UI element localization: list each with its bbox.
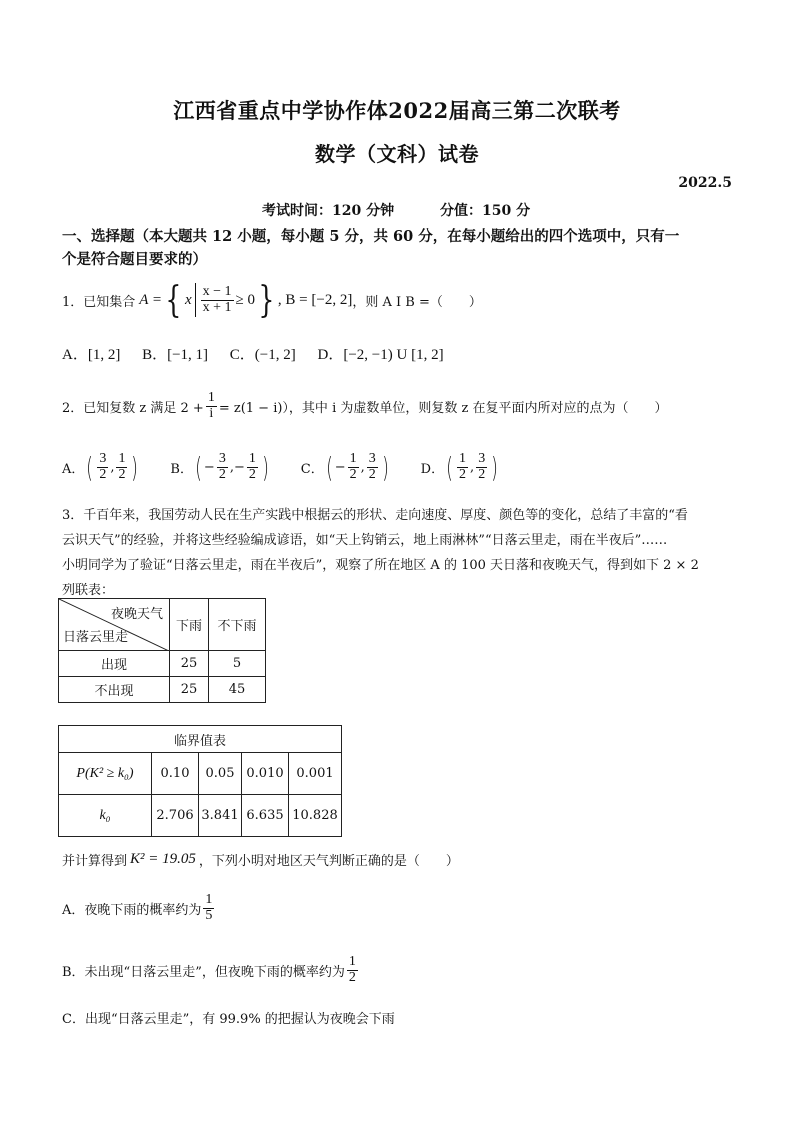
corner-bottom-label: 日落云里走 <box>63 630 129 645</box>
left-paren-icon: ( <box>325 450 333 484</box>
q2-b-x-den: 2 <box>218 466 226 482</box>
q2-c-x-num: 1 <box>349 450 357 466</box>
q2-b-minus1: − <box>203 459 215 475</box>
q3-line2: 云识天气”的经验，并将这些经验编成谚语，如“天上钩销云，地上雨淋林”“日落云里走，雨在半夜后”…… <box>62 533 668 548</box>
q3-option-b[interactable] <box>62 955 360 985</box>
q1-set-a: A = <box>139 291 163 308</box>
q3-calc-pre: 并计算得到 <box>62 854 128 869</box>
section-heading-line2: 个是符合题目要求的） <box>62 251 207 268</box>
cell-value: 25 <box>170 677 209 703</box>
q2-option-c[interactable]: C． ( − $\frac{1}{2}$ , $\frac{3}{2}$ ) <box>300 450 389 484</box>
q2-options <box>62 446 500 488</box>
q1-ask: ，则 A I B =（ ） <box>352 294 482 310</box>
q1-option-c[interactable]: C．(−1, 2] <box>229 347 296 363</box>
q3-option-b-text: B．未出现“日落云里走”，但夜晚下雨的概率约为 <box>62 964 345 980</box>
table-caption: 临界值表 <box>59 726 342 753</box>
exam-title: 江西省重点中学协作体2022届高三第二次联考 <box>173 98 621 123</box>
cell-value: 0.10 <box>152 753 199 795</box>
q1-option-b[interactable]: B．[−1, 1] <box>142 347 209 363</box>
exam-date: 2022.5 <box>678 175 732 191</box>
q3-option-c[interactable]: C．出现“日落云里走”，有 99.9% 的把握认为夜晚会下雨 <box>62 1012 395 1027</box>
table-row <box>59 795 342 837</box>
row-label-p: P(K² ≥ k₀) <box>59 753 152 795</box>
q2-option-a-label: A． <box>62 461 85 477</box>
right-paren-icon: ) <box>131 450 139 484</box>
table-row <box>59 651 266 677</box>
q3-b-den: 2 <box>348 969 356 985</box>
q2-b-x-num: 3 <box>218 450 226 466</box>
q3-a-num: 1 <box>205 892 213 907</box>
cell-value: 6.635 <box>242 795 289 837</box>
q3-b-num: 1 <box>348 954 356 969</box>
right-paren-icon: ) <box>262 450 269 484</box>
q2-option-d[interactable]: D． ( $\frac{1}{2}$ , $\frac{3}{2}$ ) <box>420 450 498 484</box>
q2-c-y-num: 3 <box>368 450 376 466</box>
q3-calc-expr: K² = 19.05 <box>130 851 196 867</box>
q1-frac-den: x + 1 <box>202 299 232 315</box>
q2-c-minus: − <box>334 459 346 475</box>
q3-line3: 小明同学为了验证“日落云里走，雨在半夜后”，观察了所在地区 A 的 100 天日落和夜晚天气，得到如下 2 × 2 <box>62 558 699 573</box>
header-no-rain: 不下雨 <box>209 599 266 651</box>
q3-calc-line <box>62 850 459 869</box>
q2-post: = z(1 − i)），其中 i 为虚数单位，则复数 z 在复平面内所对应的点为（ ） <box>218 400 668 416</box>
cell-value: 0.001 <box>289 753 342 795</box>
left-brace-icon: { <box>165 279 182 321</box>
right-brace-icon: } <box>258 279 275 321</box>
table-corner-cell <box>59 599 170 651</box>
q2-option-a[interactable]: A． ( $\frac{3}{2}$ , $\frac{1}{2}$ ) <box>62 450 139 484</box>
q2-c-x-den: 2 <box>349 466 357 482</box>
contingency-table <box>58 598 266 703</box>
q2-d-y-num: 3 <box>478 450 486 466</box>
corner-top-label: 夜晚天气 <box>110 607 163 622</box>
q3-calc-post: ，下列小明对地区天气判断正确的是（ ） <box>198 854 459 869</box>
row-label-k: k₀ <box>59 795 152 837</box>
q1-fraction <box>201 285 234 315</box>
q3-a-den: 5 <box>205 907 213 923</box>
q2-a-x-num: 3 <box>99 450 107 466</box>
q1-options <box>62 343 462 364</box>
q1-frac-num: x − 1 <box>202 283 232 299</box>
question-2 <box>62 386 667 426</box>
question-1 <box>62 278 482 322</box>
q2-option-b-label: B． <box>170 461 193 477</box>
q1-set-b: , B = [−2, 2] <box>277 291 353 308</box>
header-rain: 下雨 <box>170 599 209 651</box>
q1-option-a[interactable]: A．[1, 2] <box>62 347 121 363</box>
cell-value: 10.828 <box>289 795 342 837</box>
cell-value: 2.706 <box>152 795 199 837</box>
q2-b-y-den: 2 <box>248 466 256 482</box>
cell-value: 25 <box>170 651 209 677</box>
row-label: 不出现 <box>59 677 170 703</box>
q2-a-y-num: 1 <box>118 450 126 466</box>
q2-frac-den: i <box>209 405 214 421</box>
set-bar-icon <box>195 283 196 317</box>
q3-line1: 3．千百年来，我国劳动人民在生产实践中根据云的形状、走向速度、厚度、颜色等的变化，总结了丰富的“看 <box>62 508 688 523</box>
exam-subtitle: 数学（文科）试卷 <box>315 142 479 166</box>
cell-value: 5 <box>209 651 266 677</box>
q1-number: 1．已知集合 <box>62 294 136 310</box>
q2-option-b[interactable]: B． ( − $\frac{3}{2}$ , − $\frac{1}{2}$ ) <box>170 450 269 484</box>
exam-time: 考试时间：120 分钟 <box>262 203 395 219</box>
cell-value: 45 <box>209 677 266 703</box>
q2-frac-num: 1 <box>207 389 215 405</box>
q3-line4: 列联表： <box>62 583 115 598</box>
q2-a-x-den: 2 <box>99 466 107 482</box>
q1-x: x <box>184 291 192 308</box>
q1-condition: ≥ 0 <box>235 291 256 308</box>
q2-c-y-den: 2 <box>368 466 376 482</box>
left-paren-icon: ( <box>86 450 94 484</box>
q2-option-d-label: D． <box>420 461 445 477</box>
row-label: 出现 <box>59 651 170 677</box>
q2-pre: 2．已知复数 z 满足 2 + <box>62 400 204 416</box>
cell-value: 0.05 <box>199 753 242 795</box>
q2-option-c-label: C． <box>300 461 324 477</box>
q2-d-x-den: 2 <box>459 466 467 482</box>
table-row <box>59 677 266 703</box>
right-paren-icon: ) <box>381 450 389 484</box>
q3-option-a-text: A．夜晚下雨的概率约为 <box>62 902 202 918</box>
left-paren-icon: ( <box>195 450 202 484</box>
section-heading-line1: 一、选择题（本大题共 12 小题，每小题 5 分，共 60 分，在每小题给出的四个选项中，只有一 <box>62 228 680 245</box>
q3-option-a[interactable] <box>62 893 216 923</box>
left-paren-icon: ( <box>446 450 453 484</box>
cell-value: 3.841 <box>199 795 242 837</box>
q2-b-y-num: 1 <box>248 450 256 466</box>
right-paren-icon: ) <box>491 450 498 484</box>
exam-score: 分值：150 分 <box>440 203 531 219</box>
critical-value-table <box>58 725 342 837</box>
q2-d-x-num: 1 <box>459 450 467 466</box>
q2-d-y-den: 2 <box>478 466 486 482</box>
table-row <box>59 753 342 795</box>
cell-value: 0.010 <box>242 753 289 795</box>
q2-a-y-den: 2 <box>118 466 126 482</box>
q2-b-minus2: − <box>233 459 245 475</box>
q2-fraction <box>206 391 217 421</box>
q1-option-d[interactable]: D．[−2, −1) U [1, 2] <box>317 347 444 363</box>
